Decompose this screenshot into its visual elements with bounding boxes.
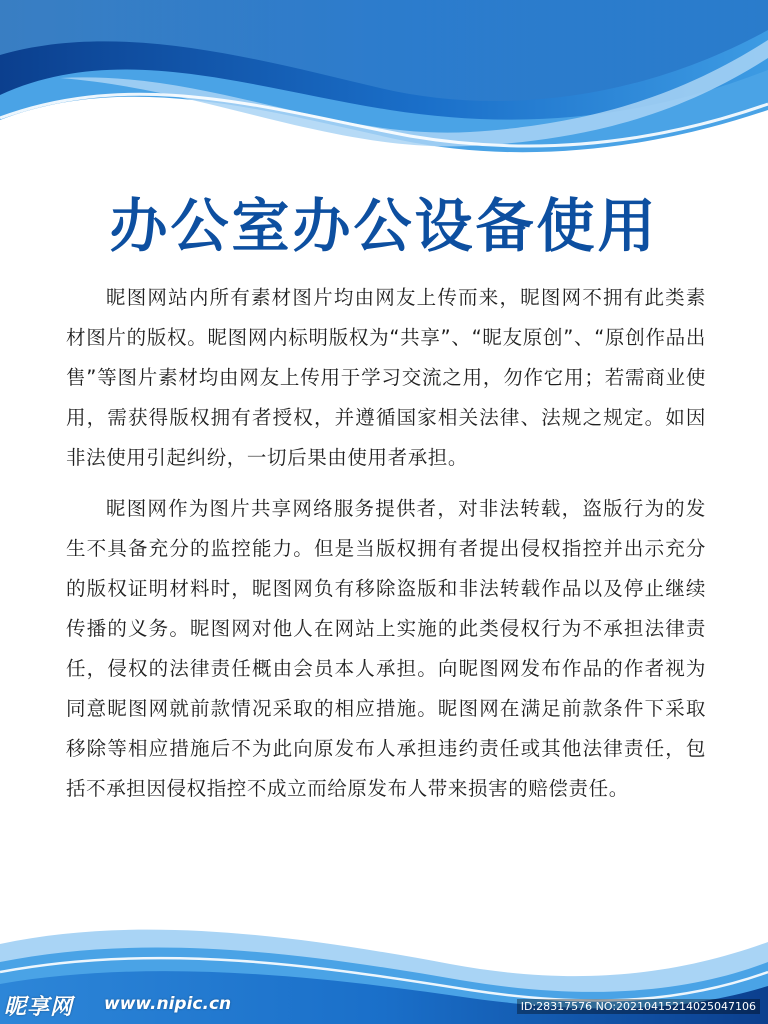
body-text	[66, 278, 706, 820]
paragraph: 昵图网站内所有素材图片均由网友上传而来，昵图网不拥有此类素材图片的版权。昵图网内标明版权为“共享”、“昵友原创”、“原创作品出售”等图片素材均由网友上传用于学习交流之用，勿作它用；若需商业使用，需获得版权拥有者授权，并遵循国家相关法律、法规之规定。如因非法使用引起纠纷，一切后果由使用者承担。	[66, 286, 706, 469]
watermark-id: ID:28317576 NO:20210415214025047106	[517, 999, 760, 1014]
watermark-url: www.nipic.cn	[104, 994, 232, 1014]
paragraph: 昵图网作为图片共享网络服务提供者，对非法转载，盗版行为的发生不具备充分的监控能力。但是当版权拥有者提出侵权指控并出示充分的版权证明材料时，昵图网负有移除盗版和非法转载作品以及停止继续传播的义务。昵图网对他人在网站上实施的此类侵权行为不承担法律责任，侵权的法律责任概由会员本人承担。向昵图网发布作品的作者视为同意昵图网就前款情况采取的相应措施。昵图网在满足前款条件下采取移除等相应措施后不为此向原发布人承担违约责任或其他法律责任，包括不承担因侵权指控不成立而给原发布人带来损害的赔偿责任。	[66, 497, 706, 800]
watermark-logo: 昵享网	[4, 995, 74, 1020]
page-title: 办公室办公设备使用	[109, 192, 659, 260]
top-wave-decoration	[0, 0, 768, 175]
